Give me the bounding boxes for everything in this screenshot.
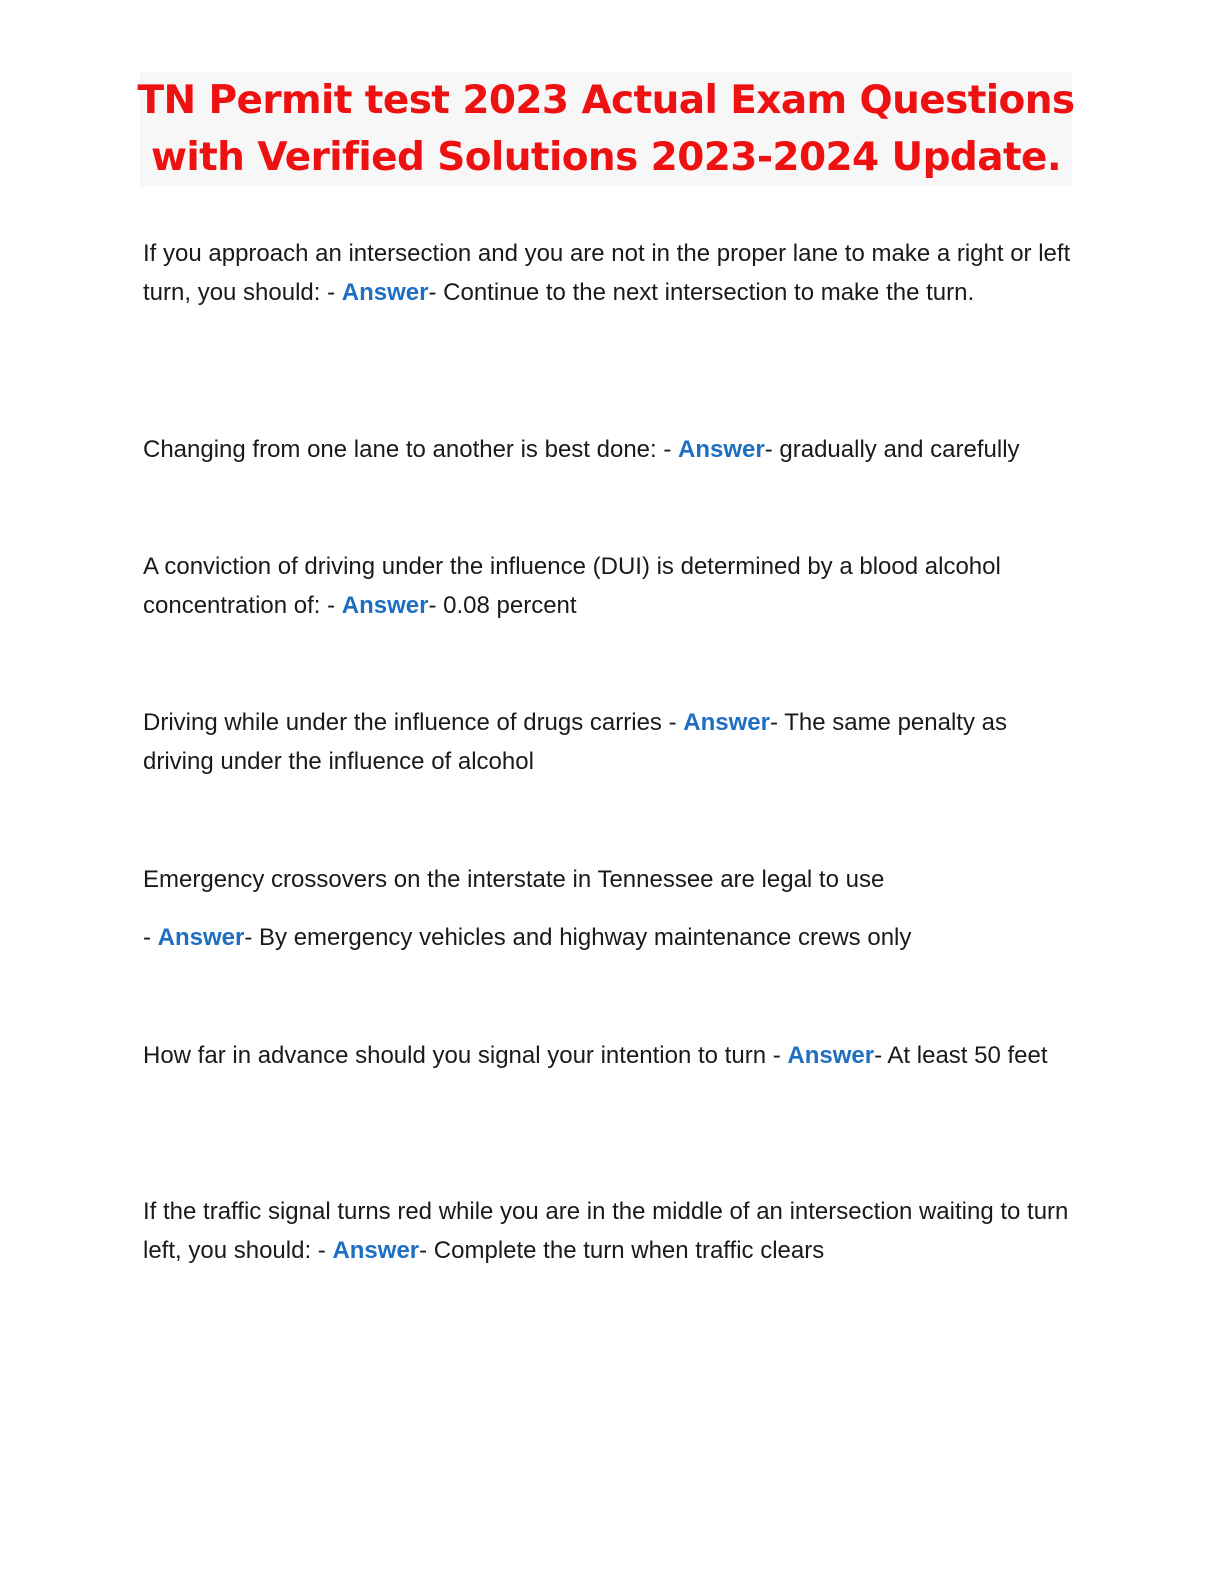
qa-item-6	[143, 1036, 1083, 1075]
answer-label: Answer	[341, 279, 429, 306]
answer-label: Answer	[341, 592, 429, 619]
question-text: How far in advance should you signal your intention to turn -	[143, 1042, 781, 1069]
qa-item-7	[143, 1192, 1083, 1270]
answer-text: - By emergency vehicles and highway maintenance crews only	[244, 924, 912, 951]
title-line-2: with Verified Solutions 2023-2024 Update.	[150, 135, 1062, 180]
answer-label: Answer	[683, 709, 770, 736]
answer-prefix: -	[143, 924, 151, 951]
question-text: If the traffic signal turns red while you are in the middle of an intersection waiting to turn left, you should: -	[143, 1198, 1069, 1264]
answer-text: - 0.08 percent	[428, 592, 577, 619]
qa-item-5	[143, 860, 1083, 957]
question-text: A conviction of driving under the influence (DUI) is determined by a blood alcohol concentration of: -	[143, 553, 1001, 619]
answer-label: Answer	[157, 924, 245, 951]
answer-label: Answer	[787, 1042, 875, 1069]
title-line-1: TN Permit test 2023 Actual Exam Questions	[137, 78, 1075, 123]
answer-label: Answer	[332, 1237, 420, 1264]
qa-item-3	[143, 547, 1083, 625]
qa-item-4	[143, 703, 1083, 781]
answer-text: - The same penalty as driving under the influence of alcohol	[143, 709, 1007, 775]
question-text: Emergency crossovers on the interstate in Tennessee are legal to use	[143, 866, 885, 893]
question-text: Changing from one lane to another is best done: -	[143, 436, 672, 463]
answer-label: Answer	[678, 436, 765, 463]
answer-text: - Continue to the next intersection to make the turn.	[428, 279, 975, 306]
qa-item-2	[143, 430, 1083, 469]
answer-text: - gradually and carefully	[764, 436, 1020, 463]
answer-text: - At least 50 feet	[874, 1042, 1048, 1069]
question-text: Driving while under the influence of drugs carries -	[143, 709, 677, 736]
question-text: If you approach an intersection and you are not in the proper lane to make a right or left turn, you should: -	[143, 240, 1071, 306]
qa-item-1	[143, 234, 1083, 312]
document-title	[137, 72, 1075, 186]
answer-text: - Complete the turn when traffic clears	[419, 1237, 825, 1264]
